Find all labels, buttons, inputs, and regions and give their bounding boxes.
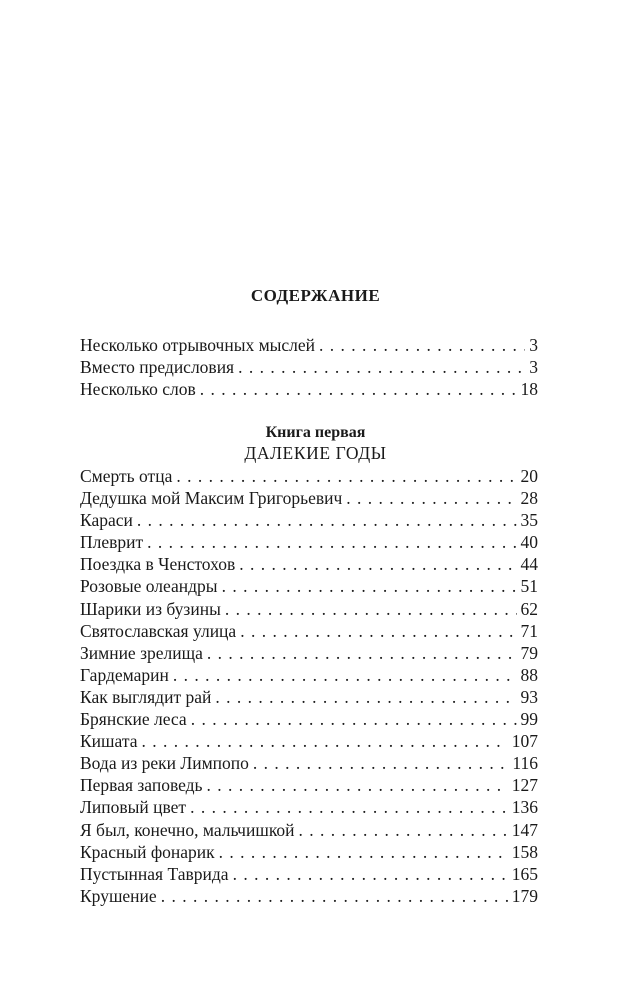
entry-title: Липовый цвет [80, 797, 187, 818]
dot-leader [141, 730, 507, 752]
entry-title: Первая заповедь [80, 775, 203, 796]
dot-leader [233, 863, 508, 885]
book-heading: Книга первая [265, 424, 366, 441]
entry-title: Брянские леса [80, 709, 187, 730]
toc-entry [80, 686, 538, 708]
entry-title: Караси [80, 510, 133, 531]
entry-title: Как выглядит рай [80, 686, 212, 707]
entry-title: Вода из реки Лимпопо [80, 753, 249, 774]
dot-leader [137, 509, 517, 531]
entry-page-number: 165 [511, 863, 538, 884]
dot-leader [239, 553, 516, 575]
dot-leader [173, 664, 517, 686]
entry-page-number: 44 [520, 554, 538, 575]
entry-page-number: 99 [520, 709, 538, 730]
entry-page-number: 93 [520, 686, 538, 707]
entry-title: Розовые олеандры [80, 576, 218, 597]
toc-entry [80, 378, 538, 400]
toc-entry [80, 575, 538, 597]
toc-entry [80, 730, 538, 752]
toc-entry [80, 509, 538, 531]
entry-page-number: 116 [512, 753, 538, 774]
dot-leader [299, 819, 508, 841]
entry-page-number: 127 [511, 775, 538, 796]
entry-page-number: 136 [511, 797, 538, 818]
front-matter-list [80, 334, 538, 400]
toc-title: СОДЕРЖАНИЕ [250, 286, 381, 305]
dot-leader [207, 642, 517, 664]
dot-leader [190, 796, 508, 818]
toc-entry [80, 863, 538, 885]
entry-title: Вместо предисловия [80, 357, 235, 378]
dot-leader [161, 885, 508, 907]
dot-leader [219, 841, 508, 863]
toc-entry [80, 664, 538, 686]
entry-title: Крушение [80, 885, 157, 906]
dot-leader [319, 334, 525, 356]
toc-entry [80, 642, 538, 664]
dot-leader [240, 620, 516, 642]
entry-title: Несколько слов [80, 379, 196, 400]
entry-page-number: 179 [511, 885, 538, 906]
dot-leader [191, 708, 517, 730]
entry-title: Поездка в Ченстохов [80, 554, 236, 575]
dot-leader [225, 598, 517, 620]
entry-page-number: 147 [511, 819, 538, 840]
toc-entry [80, 598, 538, 620]
dot-leader [200, 378, 517, 400]
entry-title: Гардемарин [80, 664, 169, 685]
dot-leader [147, 531, 516, 553]
book-subheading: ДАЛЕКИЕ ГОДЫ [244, 443, 387, 463]
toc-entry [80, 774, 538, 796]
entry-title: Я был, конечно, мальчишкой [80, 819, 295, 840]
toc-entry [80, 553, 538, 575]
entry-page-number: 18 [520, 379, 538, 400]
toc-entry [80, 620, 538, 642]
entry-title: Шарики из бузины [80, 598, 221, 619]
entry-page-number: 158 [511, 841, 538, 862]
dot-leader [222, 575, 517, 597]
entry-page-number: 20 [520, 466, 538, 486]
toc-entry [80, 796, 538, 818]
entry-title: Дедушка мой Максим Григорьевич [80, 488, 343, 509]
entry-title: Зимние зрелища [80, 642, 203, 663]
entry-page-number: 79 [520, 642, 538, 663]
entry-title: Святославская улица [80, 620, 237, 641]
toc-entry [80, 819, 538, 841]
entry-title: Смерть отца [80, 466, 173, 486]
entry-page-number: 3 [529, 357, 538, 378]
toc-entry [80, 841, 538, 863]
toc-entry [80, 334, 538, 356]
toc-entry [80, 356, 538, 378]
toc-entry [80, 885, 538, 907]
entry-page-number: 62 [520, 598, 538, 619]
toc-entry [80, 465, 538, 487]
entry-title: Красный фонарик [80, 841, 215, 862]
entry-title: Пустынная Таврида [80, 863, 229, 884]
dot-leader [207, 774, 508, 796]
entry-page-number: 88 [520, 664, 538, 685]
entry-title: Кишата [80, 731, 138, 752]
toc-entry [80, 487, 538, 509]
entry-page-number: 107 [511, 731, 538, 752]
entry-page-number: 28 [520, 488, 538, 509]
book1-entry-list [80, 465, 538, 907]
toc-entry [80, 531, 538, 553]
dot-leader [215, 686, 516, 708]
dot-leader [253, 752, 508, 774]
toc-entry [80, 752, 538, 774]
entry-title: Несколько отрывочных мыслей [80, 335, 316, 355]
entry-page-number: 51 [520, 576, 538, 597]
entry-title: Плеврит [80, 532, 144, 553]
dot-leader [346, 487, 516, 509]
entry-page-number: 71 [520, 620, 538, 641]
toc-entry [80, 708, 538, 730]
dot-leader [176, 465, 516, 487]
entry-page-number: 3 [529, 335, 538, 355]
dot-leader [238, 356, 525, 378]
entry-page-number: 35 [520, 510, 538, 531]
entry-page-number: 40 [520, 532, 538, 553]
